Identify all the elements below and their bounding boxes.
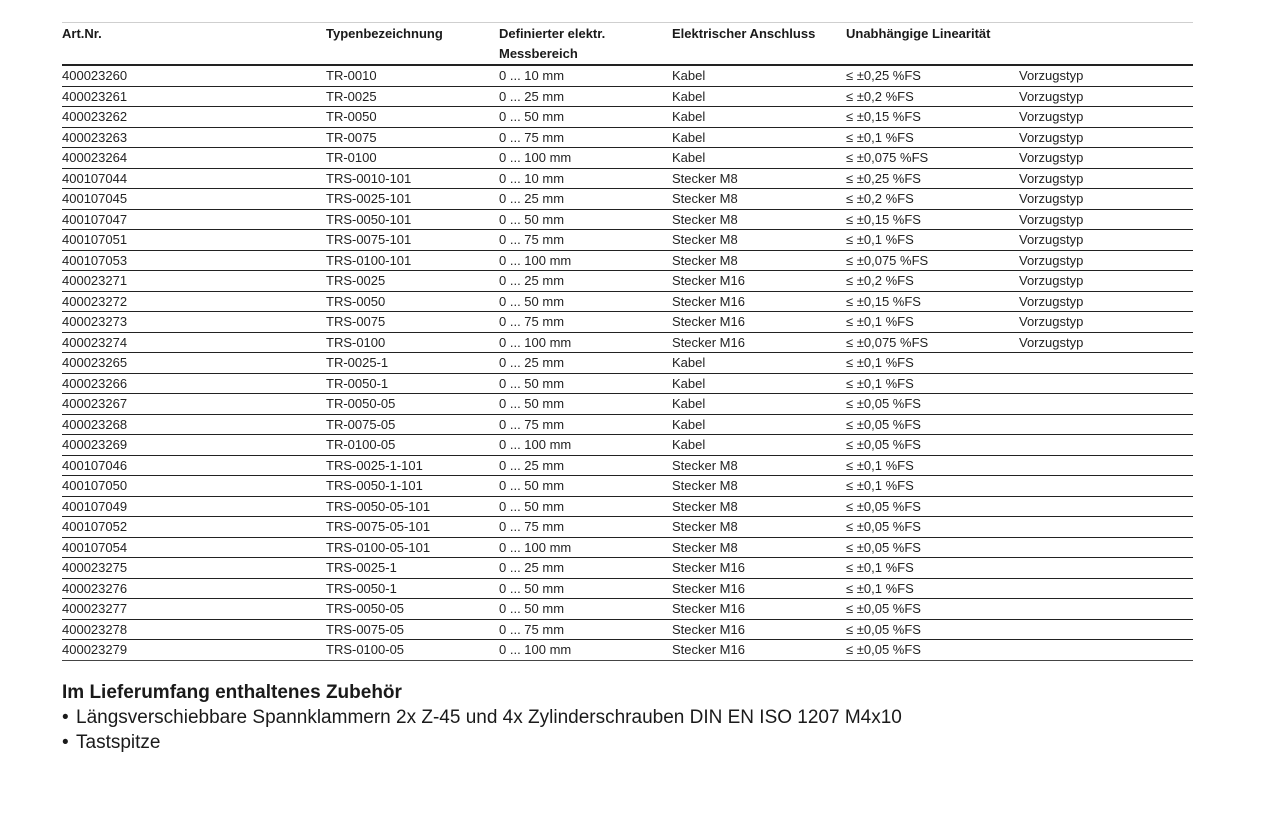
cell-connection: Stecker M8 <box>672 168 846 189</box>
table-row <box>62 86 1193 107</box>
cell-linearity: ≤ ±0,1 %FS <box>846 578 1019 599</box>
cell-connection: Stecker M16 <box>672 640 846 661</box>
cell-range: 0 ... 50 mm <box>499 394 672 415</box>
product-table-container <box>62 22 1193 661</box>
table-row <box>62 455 1193 476</box>
cell-type: TRS-0075-05 <box>326 619 499 640</box>
cell-note <box>1019 476 1193 497</box>
cell-linearity: ≤ ±0,05 %FS <box>846 394 1019 415</box>
cell-art-nr: 400023276 <box>62 578 326 599</box>
cell-art-nr: 400023272 <box>62 291 326 312</box>
cell-connection: Stecker M16 <box>672 599 846 620</box>
cell-note <box>1019 394 1193 415</box>
cell-range: 0 ... 75 mm <box>499 230 672 251</box>
cell-range: 0 ... 10 mm <box>499 65 672 86</box>
cell-linearity: ≤ ±0,075 %FS <box>846 332 1019 353</box>
cell-type: TRS-0050-1-101 <box>326 476 499 497</box>
cell-range: 0 ... 100 mm <box>499 250 672 271</box>
column-header-line: Definierter elektr. <box>499 26 606 41</box>
cell-connection: Kabel <box>672 86 846 107</box>
table-row <box>62 65 1193 86</box>
cell-art-nr: 400023263 <box>62 127 326 148</box>
table-row <box>62 476 1193 497</box>
cell-note <box>1019 517 1193 538</box>
cell-art-nr: 400107052 <box>62 517 326 538</box>
table-row <box>62 250 1193 271</box>
cell-linearity: ≤ ±0,1 %FS <box>846 230 1019 251</box>
cell-type: TRS-0025-1-101 <box>326 455 499 476</box>
cell-note <box>1019 435 1193 456</box>
cell-type: TR-0025-1 <box>326 353 499 374</box>
cell-linearity: ≤ ±0,05 %FS <box>846 537 1019 558</box>
cell-art-nr: 400023262 <box>62 107 326 128</box>
table-row <box>62 312 1193 333</box>
cell-type: TR-0050-05 <box>326 394 499 415</box>
cell-type: TRS-0050-1 <box>326 578 499 599</box>
cell-art-nr: 400023264 <box>62 148 326 169</box>
table-header-row <box>62 23 1193 66</box>
cell-art-nr: 400023269 <box>62 435 326 456</box>
cell-range: 0 ... 100 mm <box>499 435 672 456</box>
cell-range: 0 ... 10 mm <box>499 168 672 189</box>
column-header-line: Typenbezeichnung <box>326 26 443 41</box>
cell-art-nr: 400107047 <box>62 209 326 230</box>
cell-connection: Kabel <box>672 373 846 394</box>
cell-art-nr: 400107044 <box>62 168 326 189</box>
cell-linearity: ≤ ±0,075 %FS <box>846 250 1019 271</box>
cell-range: 0 ... 25 mm <box>499 271 672 292</box>
cell-connection: Kabel <box>672 353 846 374</box>
cell-linearity: ≤ ±0,1 %FS <box>846 558 1019 579</box>
cell-note <box>1019 496 1193 517</box>
cell-range: 0 ... 25 mm <box>499 455 672 476</box>
product-table <box>62 22 1193 661</box>
cell-note <box>1019 353 1193 374</box>
bullet-icon: • <box>62 707 69 728</box>
cell-art-nr: 400023267 <box>62 394 326 415</box>
column-header-line: Unabhängige Linearität <box>846 26 991 41</box>
cell-art-nr: 400023261 <box>62 86 326 107</box>
cell-linearity: ≤ ±0,05 %FS <box>846 496 1019 517</box>
column-header-line: Elektrischer Anschluss <box>672 26 816 41</box>
column-header-connection <box>672 23 846 66</box>
cell-connection: Stecker M8 <box>672 230 846 251</box>
cell-connection: Kabel <box>672 414 846 435</box>
table-row <box>62 599 1193 620</box>
cell-linearity: ≤ ±0,25 %FS <box>846 65 1019 86</box>
cell-type: TRS-0075 <box>326 312 499 333</box>
accessory-item <box>62 730 1193 755</box>
table-row <box>62 537 1193 558</box>
accessory-text: Längsverschiebbare Spannklammern 2x Z-45 und 4x Zylinderschrauben DIN EN ISO 1207 M4x10 <box>76 707 902 728</box>
cell-type: TRS-0050-101 <box>326 209 499 230</box>
cell-type: TRS-0100 <box>326 332 499 353</box>
cell-note: Vorzugstyp <box>1019 107 1193 128</box>
cell-linearity: ≤ ±0,1 %FS <box>846 353 1019 374</box>
cell-connection: Stecker M16 <box>672 291 846 312</box>
cell-note <box>1019 578 1193 599</box>
accessory-item <box>62 705 1193 730</box>
cell-range: 0 ... 25 mm <box>499 558 672 579</box>
cell-art-nr: 400023268 <box>62 414 326 435</box>
cell-note <box>1019 537 1193 558</box>
cell-art-nr: 400107046 <box>62 455 326 476</box>
cell-linearity: ≤ ±0,05 %FS <box>846 599 1019 620</box>
cell-range: 0 ... 50 mm <box>499 476 672 497</box>
cell-connection: Stecker M16 <box>672 558 846 579</box>
cell-type: TRS-0100-05 <box>326 640 499 661</box>
cell-art-nr: 400023260 <box>62 65 326 86</box>
table-row <box>62 640 1193 661</box>
cell-art-nr: 400023265 <box>62 353 326 374</box>
table-row <box>62 189 1193 210</box>
cell-range: 0 ... 50 mm <box>499 107 672 128</box>
cell-range: 0 ... 100 mm <box>499 332 672 353</box>
cell-linearity: ≤ ±0,15 %FS <box>846 291 1019 312</box>
cell-type: TRS-0050-05 <box>326 599 499 620</box>
cell-note: Vorzugstyp <box>1019 209 1193 230</box>
cell-connection: Kabel <box>672 65 846 86</box>
cell-range: 0 ... 75 mm <box>499 619 672 640</box>
cell-range: 0 ... 100 mm <box>499 148 672 169</box>
cell-note <box>1019 599 1193 620</box>
cell-type: TRS-0100-101 <box>326 250 499 271</box>
cell-range: 0 ... 25 mm <box>499 189 672 210</box>
cell-note: Vorzugstyp <box>1019 168 1193 189</box>
cell-note: Vorzugstyp <box>1019 65 1193 86</box>
cell-note <box>1019 558 1193 579</box>
cell-linearity: ≤ ±0,1 %FS <box>846 127 1019 148</box>
cell-note: Vorzugstyp <box>1019 291 1193 312</box>
cell-type: TRS-0075-101 <box>326 230 499 251</box>
table-row <box>62 558 1193 579</box>
cell-note: Vorzugstyp <box>1019 148 1193 169</box>
cell-art-nr: 400023271 <box>62 271 326 292</box>
cell-note: Vorzugstyp <box>1019 312 1193 333</box>
cell-art-nr: 400107051 <box>62 230 326 251</box>
column-header-type <box>326 23 499 66</box>
cell-linearity: ≤ ±0,1 %FS <box>846 476 1019 497</box>
cell-linearity: ≤ ±0,1 %FS <box>846 455 1019 476</box>
table-row <box>62 414 1193 435</box>
cell-connection: Kabel <box>672 107 846 128</box>
cell-linearity: ≤ ±0,05 %FS <box>846 517 1019 538</box>
table-row <box>62 107 1193 128</box>
cell-art-nr: 400023266 <box>62 373 326 394</box>
cell-connection: Stecker M8 <box>672 455 846 476</box>
table-row <box>62 291 1193 312</box>
cell-range: 0 ... 50 mm <box>499 599 672 620</box>
cell-connection: Stecker M8 <box>672 476 846 497</box>
cell-range: 0 ... 75 mm <box>499 414 672 435</box>
cell-art-nr: 400023277 <box>62 599 326 620</box>
cell-art-nr: 400107054 <box>62 537 326 558</box>
bullet-icon: • <box>62 732 69 753</box>
cell-connection: Stecker M16 <box>672 332 846 353</box>
cell-range: 0 ... 25 mm <box>499 353 672 374</box>
cell-connection: Kabel <box>672 394 846 415</box>
cell-type: TR-0050 <box>326 107 499 128</box>
cell-type: TRS-0025-1 <box>326 558 499 579</box>
cell-linearity: ≤ ±0,2 %FS <box>846 189 1019 210</box>
table-row <box>62 271 1193 292</box>
cell-connection: Stecker M16 <box>672 312 846 333</box>
cell-range: 0 ... 50 mm <box>499 578 672 599</box>
cell-range: 0 ... 50 mm <box>499 291 672 312</box>
cell-type: TRS-0025 <box>326 271 499 292</box>
cell-art-nr: 400107053 <box>62 250 326 271</box>
cell-range: 0 ... 75 mm <box>499 127 672 148</box>
cell-linearity: ≤ ±0,1 %FS <box>846 312 1019 333</box>
cell-note: Vorzugstyp <box>1019 230 1193 251</box>
table-row <box>62 353 1193 374</box>
cell-art-nr: 400107045 <box>62 189 326 210</box>
cell-linearity: ≤ ±0,075 %FS <box>846 148 1019 169</box>
cell-note: Vorzugstyp <box>1019 250 1193 271</box>
cell-art-nr: 400107050 <box>62 476 326 497</box>
cell-note <box>1019 619 1193 640</box>
cell-type: TRS-0025-101 <box>326 189 499 210</box>
accessory-text: Tastspitze <box>76 732 161 753</box>
table-row <box>62 435 1193 456</box>
cell-type: TR-0100-05 <box>326 435 499 456</box>
cell-note <box>1019 455 1193 476</box>
column-header-note <box>1019 23 1193 66</box>
table-row <box>62 168 1193 189</box>
cell-linearity: ≤ ±0,05 %FS <box>846 435 1019 456</box>
cell-art-nr: 400107049 <box>62 496 326 517</box>
table-row <box>62 148 1193 169</box>
cell-type: TRS-0050 <box>326 291 499 312</box>
table-row <box>62 578 1193 599</box>
cell-range: 0 ... 50 mm <box>499 373 672 394</box>
cell-type: TR-0100 <box>326 148 499 169</box>
cell-type: TRS-0010-101 <box>326 168 499 189</box>
cell-connection: Stecker M16 <box>672 619 846 640</box>
table-row <box>62 332 1193 353</box>
accessories-list <box>62 705 1193 755</box>
cell-linearity: ≤ ±0,15 %FS <box>846 107 1019 128</box>
cell-note <box>1019 640 1193 661</box>
cell-linearity: ≤ ±0,15 %FS <box>846 209 1019 230</box>
cell-art-nr: 400023275 <box>62 558 326 579</box>
cell-type: TR-0050-1 <box>326 373 499 394</box>
table-row <box>62 127 1193 148</box>
cell-type: TR-0075 <box>326 127 499 148</box>
cell-range: 0 ... 100 mm <box>499 640 672 661</box>
cell-linearity: ≤ ±0,05 %FS <box>846 640 1019 661</box>
table-row <box>62 373 1193 394</box>
cell-range: 0 ... 50 mm <box>499 209 672 230</box>
cell-connection: Stecker M8 <box>672 537 846 558</box>
table-row <box>62 209 1193 230</box>
cell-linearity: ≤ ±0,2 %FS <box>846 86 1019 107</box>
cell-connection: Stecker M8 <box>672 250 846 271</box>
cell-type: TRS-0100-05-101 <box>326 537 499 558</box>
cell-note <box>1019 373 1193 394</box>
column-header-range <box>499 23 672 66</box>
column-header-art-nr <box>62 23 326 66</box>
cell-note <box>1019 414 1193 435</box>
cell-art-nr: 400023278 <box>62 619 326 640</box>
cell-connection: Stecker M8 <box>672 189 846 210</box>
cell-range: 0 ... 75 mm <box>499 312 672 333</box>
accessories-section <box>62 681 1193 755</box>
cell-linearity: ≤ ±0,05 %FS <box>846 619 1019 640</box>
cell-art-nr: 400023274 <box>62 332 326 353</box>
cell-connection: Kabel <box>672 127 846 148</box>
cell-linearity: ≤ ±0,05 %FS <box>846 414 1019 435</box>
cell-range: 0 ... 25 mm <box>499 86 672 107</box>
table-row <box>62 230 1193 251</box>
cell-connection: Kabel <box>672 148 846 169</box>
cell-art-nr: 400023279 <box>62 640 326 661</box>
cell-linearity: ≤ ±0,25 %FS <box>846 168 1019 189</box>
cell-note: Vorzugstyp <box>1019 332 1193 353</box>
cell-connection: Stecker M16 <box>672 271 846 292</box>
cell-type: TRS-0075-05-101 <box>326 517 499 538</box>
cell-connection: Stecker M8 <box>672 517 846 538</box>
table-row <box>62 394 1193 415</box>
table-row <box>62 496 1193 517</box>
cell-note: Vorzugstyp <box>1019 271 1193 292</box>
cell-range: 0 ... 50 mm <box>499 496 672 517</box>
accessories-title: Im Lieferumfang enthaltenes Zubehör <box>62 682 402 703</box>
cell-connection: Kabel <box>672 435 846 456</box>
table-body <box>62 65 1193 660</box>
column-header-line: Messbereich <box>499 46 578 61</box>
column-header-line: Art.Nr. <box>62 26 102 41</box>
table-row <box>62 517 1193 538</box>
cell-connection: Stecker M8 <box>672 496 846 517</box>
cell-art-nr: 400023273 <box>62 312 326 333</box>
cell-note: Vorzugstyp <box>1019 86 1193 107</box>
cell-range: 0 ... 100 mm <box>499 537 672 558</box>
cell-type: TRS-0050-05-101 <box>326 496 499 517</box>
cell-range: 0 ... 75 mm <box>499 517 672 538</box>
column-header-linearity <box>846 23 1019 66</box>
cell-linearity: ≤ ±0,2 %FS <box>846 271 1019 292</box>
cell-linearity: ≤ ±0,1 %FS <box>846 373 1019 394</box>
cell-connection: Stecker M16 <box>672 578 846 599</box>
cell-type: TR-0010 <box>326 65 499 86</box>
cell-note: Vorzugstyp <box>1019 127 1193 148</box>
cell-type: TR-0025 <box>326 86 499 107</box>
table-row <box>62 619 1193 640</box>
cell-connection: Stecker M8 <box>672 209 846 230</box>
cell-note: Vorzugstyp <box>1019 189 1193 210</box>
cell-type: TR-0075-05 <box>326 414 499 435</box>
